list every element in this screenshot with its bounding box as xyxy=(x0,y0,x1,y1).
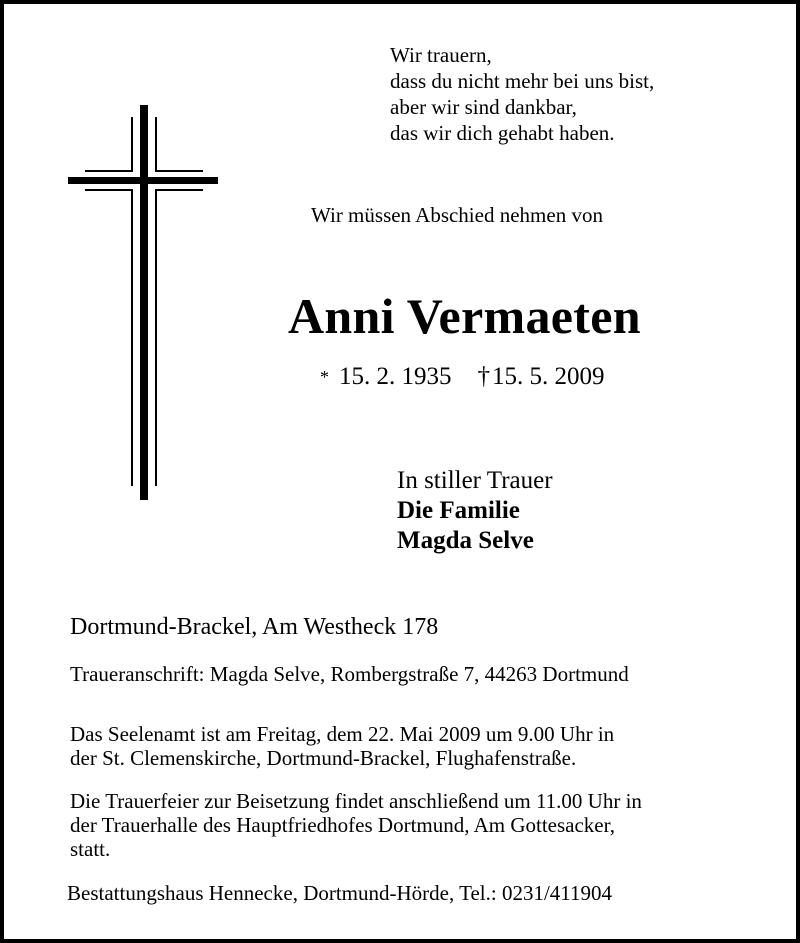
home-address: Dortmund-Brackel, Am Westheck 178 xyxy=(70,614,439,640)
funeral-info xyxy=(70,789,642,861)
poem-line: das wir dich gehabt haben. xyxy=(390,121,615,145)
cross-icon xyxy=(65,105,221,500)
mourn-line: In stiller Trauer xyxy=(397,467,553,494)
condolence-address: Traueranschrift: Magda Selve, Rombergstraße 7, 44263 Dortmund xyxy=(70,662,629,686)
poem-line: aber wir sind dankbar, xyxy=(390,95,577,119)
poem-line: Wir trauern, xyxy=(390,43,492,67)
life-dates xyxy=(320,363,605,391)
poem xyxy=(390,42,654,146)
birth-date: 15. 2. 1935 xyxy=(339,363,452,390)
death-dagger-icon: † xyxy=(477,363,490,390)
requiem-line: der St. Clemenskirche, Dortmund-Brackel, Flughafenstraße. xyxy=(70,746,577,770)
funeral-home-footer: Bestattungshaus Hennecke, Dortmund-Hörde, Tel.: 0231/411904 xyxy=(67,881,613,905)
mourner-name: Magda Selve xyxy=(397,527,534,554)
requiem-info xyxy=(70,722,614,770)
poem-line: dass du nicht mehr bei uns bist, xyxy=(390,69,655,93)
birth-star-icon: * xyxy=(320,367,329,387)
intro-text: Wir müssen Abschied nehmen von xyxy=(311,203,603,227)
mourners xyxy=(397,466,553,556)
death-date: 15. 5. 2009 xyxy=(492,363,605,390)
family-line: Die Familie xyxy=(397,497,520,524)
deceased-name: Anni Vermaeten xyxy=(288,288,641,344)
requiem-line: Das Seelenamt ist am Freitag, dem 22. Mai 2009 um 9.00 Uhr in xyxy=(70,722,615,746)
funeral-line: der Trauerhalle des Hauptfriedhofes Dortmund, Am Gottesacker, xyxy=(70,813,616,837)
funeral-line: statt. xyxy=(70,837,111,861)
funeral-line: Die Trauerfeier zur Beisetzung findet anschließend um 11.00 Uhr in xyxy=(70,789,642,813)
